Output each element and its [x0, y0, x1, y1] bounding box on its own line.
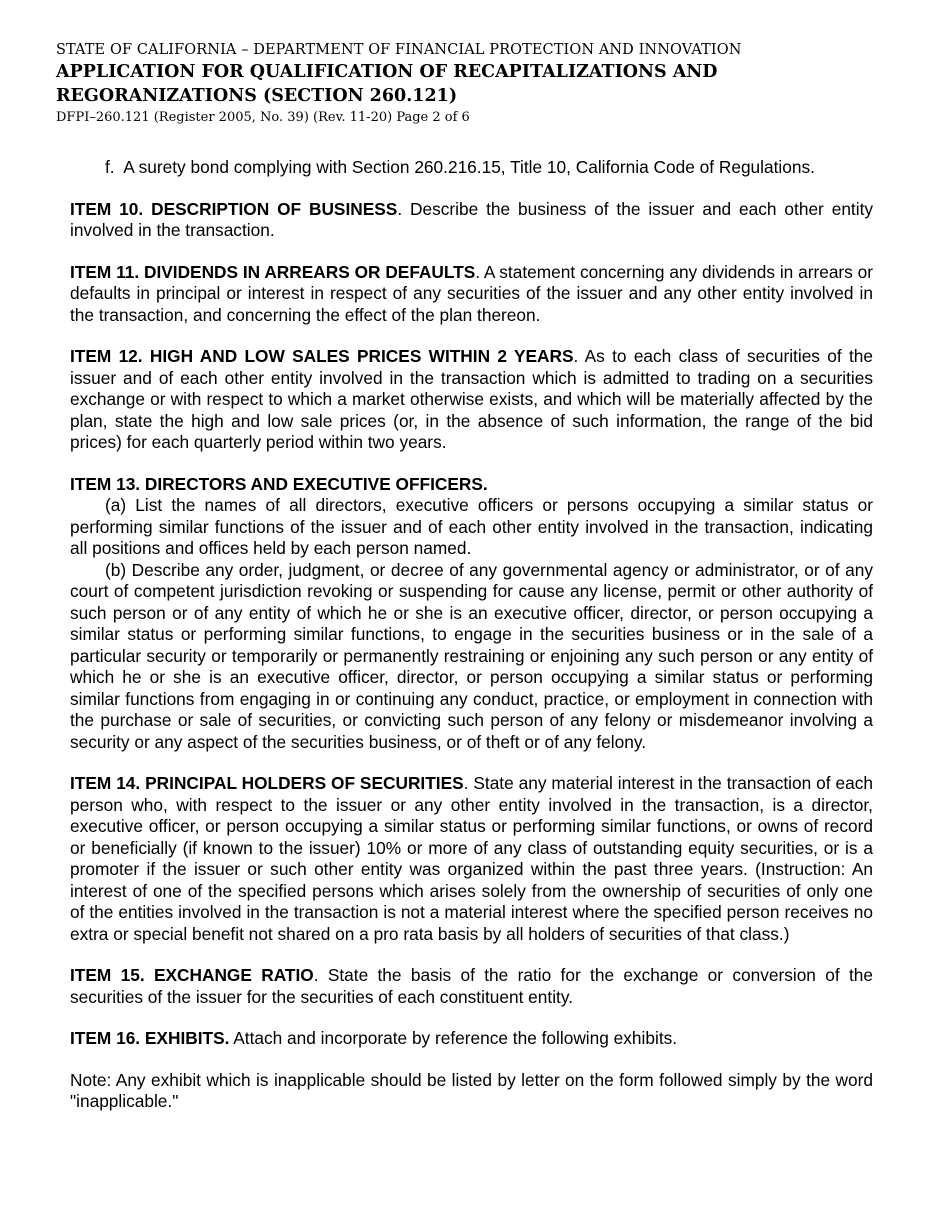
item-10-text: . Describe the business of the issuer and each other entity involved in the transaction. [70, 198, 874, 240]
item-16-text: Attach and incorporate by reference the following exhibits. [229, 1028, 678, 1048]
item-13-b: (b) Describe any order, judgment, or decree of any governmental agency or administrator, or of any court of competent jurisdiction revoking or suspending for cause any license, permit or other authority of such person or of any entity of which he or she is an executive officer, director, or person occupying a similar status or performing similar functions, to engage in the securities business or in the sale of a particular security or temporarily or permanently restraining or enjoining any such person or any entity of which he or she is an executive officer, director, or person occupying a similar status or performing similar functions from engaging in or continuing any conduct, practice, or employment in connection with the purchase or sale of securities, or convicting such person of any felony or misdemeanor involving a security or any aspect of the securities business, or of theft or of any felony. [70, 559, 873, 752]
item-12 [70, 346, 873, 454]
item-15 [70, 965, 873, 1008]
item-16 [70, 1028, 873, 1050]
item-14-heading: ITEM 14. PRINCIPAL HOLDERS OF SECURITIES [70, 773, 464, 793]
item-10-heading: ITEM 10. DESCRIPTION OF BUSINESS [70, 198, 398, 219]
agency-line: STATE OF CALIFORNIA – DEPARTMENT OF FINANCIAL PROTECTION AND INNOVATION [56, 42, 742, 58]
form-header [56, 40, 816, 128]
form-title-line-2: REGORANIZATIONS (SECTION 260.121) [56, 86, 458, 106]
item-14 [70, 773, 873, 945]
item-12-heading: ITEM 12. HIGH AND LOW SALES PRICES WITHIN 2 YEARS [70, 346, 574, 366]
item-15-heading: ITEM 15. EXCHANGE RATIO [70, 965, 314, 985]
item-15-text: . State the basis of the ratio for the exchange or conversion of the securities of the issuer for the securities of each constituent entity. [70, 965, 874, 1007]
list-item-f-text: A surety bond complying with Section 260.216.15, Title 10, California Code of Regulations. [123, 157, 815, 177]
item-11 [70, 262, 873, 327]
item-13-heading-line [70, 474, 873, 496]
form-meta-line: DFPI–260.121 (Register 2005, No. 39) (Rev. 11-20) Page 2 of 6 [56, 110, 470, 125]
item-13-heading: ITEM 13. DIRECTORS AND EXECUTIVE OFFICERS. [70, 473, 488, 494]
item-12-text: . As to each class of securities of the issuer and of each other entity involved in the transaction which is admitted to trading on a securities exchange or with respect to which a market otherwise exists, and which will be materially affected by the plan, state the high and low sale prices (or, in the absence of such information, the range of the bid prices) for each quarterly period within two years. [70, 346, 873, 452]
document-body [70, 157, 873, 1133]
item-11-heading: ITEM 11. DIVIDENDS IN ARREARS OR DEFAULTS [70, 261, 476, 282]
item-10 [70, 199, 873, 242]
form-title-line-1: APPLICATION FOR QUALIFICATION OF RECAPITALIZATIONS AND [56, 62, 718, 82]
list-item-f [105, 157, 873, 179]
list-item-f-label: f. [105, 157, 115, 177]
exhibit-note: Note: Any exhibit which is inapplicable should be listed by letter on the form followed simply by the word "inapplicable." [70, 1069, 873, 1111]
item-16-heading: ITEM 16. EXHIBITS. [70, 1028, 230, 1048]
item-14-text: . State any material interest in the transaction of each person who, with respect to the issuer or any other entity involved in the transaction, is a director, executive officer, or person occupying a similar status or performing similar functions, or owns of record or beneficially (if known to the issuer) 10% or more of any class of outstanding equity securities, or is a promoter if the issuer or such other entity was organized within the past three years. (Instruction: An interest of one of the specified persons which arises solely from the ownership of securities of only one of the entities involved in the transaction is not a material interest where the specified person receives no extra or special benefit not shared on a pro rata basis by all holders of securities of that class.) [70, 773, 873, 944]
item-13-a: (a) List the names of all directors, executive officers or persons occupying a similar status or performing similar functions of the issuer and of each other entity involved in the transaction, indicating all positions and offices held by each person named. [70, 495, 873, 558]
item-11-text: . A statement concerning any dividends in arrears or defaults in principal or interest in respect of any securities of the issuer and any other entity involved in the transaction, and concerning the effect of the plan thereon. [70, 261, 873, 325]
